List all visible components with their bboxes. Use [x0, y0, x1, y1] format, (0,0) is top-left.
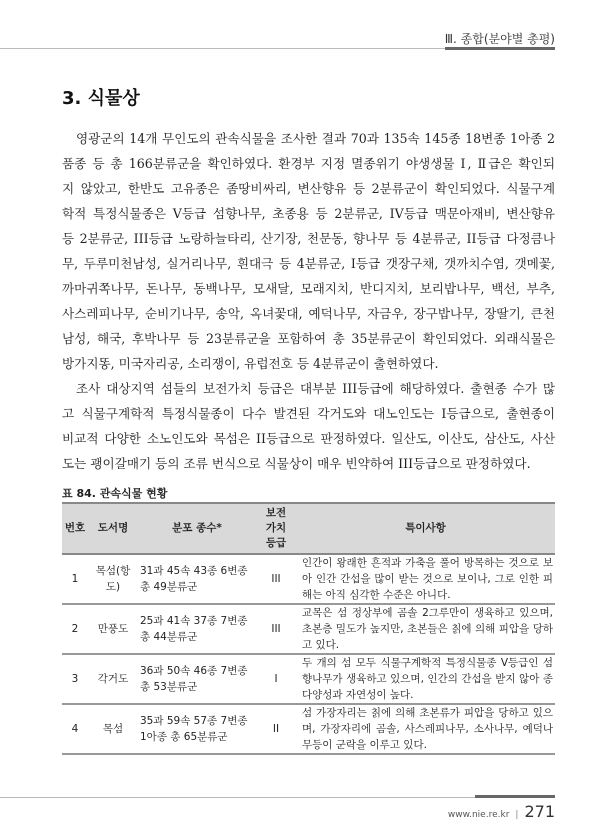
- cell-island: 목섬(항도): [88, 554, 138, 604]
- species-line: 총 53분류군: [140, 681, 198, 693]
- cell-note: 인간이 왕래한 흔적과 가축을 풀어 방목하는 것으로 보아 인간 간섭을 많이 받는 것으로 보이나, 그로 인한 피해는 아직 심각한 수준은 아니다.: [296, 554, 555, 604]
- footer-separator: |: [515, 810, 519, 820]
- header-note: 특이사항: [296, 503, 555, 554]
- header-grade-line: 보전: [265, 507, 287, 519]
- page-footer: [448, 802, 555, 821]
- table-caption: 표 84. 관속식물 현황: [62, 487, 168, 500]
- table-row: [62, 704, 555, 754]
- body-text: [62, 126, 555, 476]
- running-header: Ⅲ. 종합(분야별 총평): [444, 32, 555, 46]
- table-row: [62, 554, 555, 604]
- paragraph-line: 사스레피나무, 순비기나무, 송악, 옥녀꽃대, 예덕나무, 자금우, 장구밥나무, 장딸기, 큰천: [62, 306, 555, 321]
- species-line: 35과 59속 57종 7변종: [140, 715, 248, 727]
- paragraph-line: 무, 두루미천남성, 실거리나무, 흰대극 등 4분류군, I등급 갯장구채, 갯까치수염, 갯메꽃,: [62, 256, 555, 271]
- species-line: 1아종 총 65분류군: [140, 731, 228, 743]
- paragraph-line: 영광군의 14개 무인도의 관속식물을 조사한 결과 70과 135속 145종 18변종 1아종 2: [76, 131, 555, 146]
- cell-grade: III: [256, 554, 296, 604]
- cell-note: 섬 가장자리는 칡에 의해 초본류가 피압을 당하고 있으며, 가장자리에 곰솔, 사스레피나무, 소사나무, 예덕나무등이 군락을 이루고 있다.: [296, 704, 555, 754]
- cell-note: 두 개의 섬 모두 식물구계학적 특정식물종 V등급인 섬향나무가 생육하고 있으며, 인간의 간섭을 받지 않아 종다양성과 자연성이 높다.: [296, 654, 555, 704]
- footer-url: www.nie.re.kr: [447, 810, 510, 820]
- cell-no: 1: [62, 554, 88, 604]
- footer-rule: [0, 797, 555, 798]
- cell-species: [138, 604, 256, 654]
- species-line: 36과 50속 46종 7변종: [140, 665, 248, 677]
- vascular-plants-table: [62, 502, 555, 755]
- paragraph-line: 비교적 다양한 소노인도와 목섬은 II등급으로 판정하였다. 일산도, 이산도, 삼산도, 사산: [62, 431, 555, 446]
- species-line: 25과 41속 37종 7변종: [140, 615, 248, 627]
- cell-island: 만풍도: [88, 604, 138, 654]
- section-title: 3. 식물상: [62, 88, 140, 109]
- cell-no: 3: [62, 654, 88, 704]
- footer-rule-accent: [475, 795, 555, 798]
- species-line: 총 44분류군: [140, 631, 198, 643]
- page-number: 271: [524, 802, 555, 821]
- cell-grade: III: [256, 604, 296, 654]
- header-grade: [256, 503, 296, 554]
- paragraph-line: 방가지똥, 미국자리공, 소리쟁이, 유럽전호 등 4분류군이 출현하였다.: [62, 356, 439, 371]
- paragraph-line: 도는 괭이갈매기 등의 조류 번식으로 식물상이 매우 빈약하여 III등급으로 판정하였다.: [62, 456, 531, 471]
- paragraph-line: 남성, 해국, 후박나무 등 23분류군을 포함하여 총 35분류군이 확인되었다. 외래식물은: [62, 331, 555, 346]
- header-no: 번호: [62, 503, 88, 554]
- table-row: [62, 604, 555, 654]
- cell-grade: I: [256, 654, 296, 704]
- cell-no: 4: [62, 704, 88, 754]
- cell-species: [138, 704, 256, 754]
- cell-island: 각거도: [88, 654, 138, 704]
- table-header-row: [62, 503, 555, 554]
- cell-note: 교목은 섬 정상부에 곰솔 2그루만이 생육하고 있으며, 초본층 밀도가 높지만, 초본들은 칡에 의해 피압을 당하고 있다.: [296, 604, 555, 654]
- cell-grade: II: [256, 704, 296, 754]
- paragraph-line: 품종 등 총 166분류군을 확인하였다. 환경부 지정 멸종위기 야생생물 Ⅰ, Ⅱ급은 확인되: [62, 156, 555, 171]
- species-line: 31과 45속 43종 6변종: [140, 565, 248, 577]
- header-grade-line: 등급: [265, 537, 287, 549]
- paragraph-line: 학적 특정식물종은 V등급 섬향나무, 초종용 등 2분류군, IV등급 맥문아재비, 변산향유: [62, 206, 555, 221]
- header-island: 도서명: [88, 503, 138, 554]
- cell-island: 목섬: [88, 704, 138, 754]
- header-rule-accent: [445, 47, 555, 50]
- paragraph-line: 조사 대상지역 섬들의 보전가치 등급은 대부분 III등급에 해당하였다. 출현종 수가 많: [76, 381, 555, 396]
- header-species: 분포 종수*: [138, 503, 256, 554]
- paragraph-line: 고 식물구계학적 특정식물종이 다수 발견된 각거도와 대노인도는 I등급으로, 출현종이: [62, 406, 555, 421]
- species-line: 총 49분류군: [140, 581, 198, 593]
- paragraph-line: 등 2분류군, III등급 노랑하늘타리, 산기장, 천문동, 향나무 등 4분류군, II등급 다정큼나: [62, 231, 555, 246]
- cell-no: 2: [62, 604, 88, 654]
- cell-species: [138, 554, 256, 604]
- header-grade-line: 가치: [265, 522, 287, 534]
- paragraph-line: 지 않았고, 한반도 고유종은 좀땅비싸리, 변산향유 등 2분류군이 확인되었다. 식물구계: [62, 181, 555, 196]
- table-row: [62, 654, 555, 704]
- cell-species: [138, 654, 256, 704]
- paragraph-line: 까마귀쪽나무, 돈나무, 동백나무, 모새달, 모래지치, 반디지치, 보리밥나무, 백선, 부추,: [62, 281, 555, 296]
